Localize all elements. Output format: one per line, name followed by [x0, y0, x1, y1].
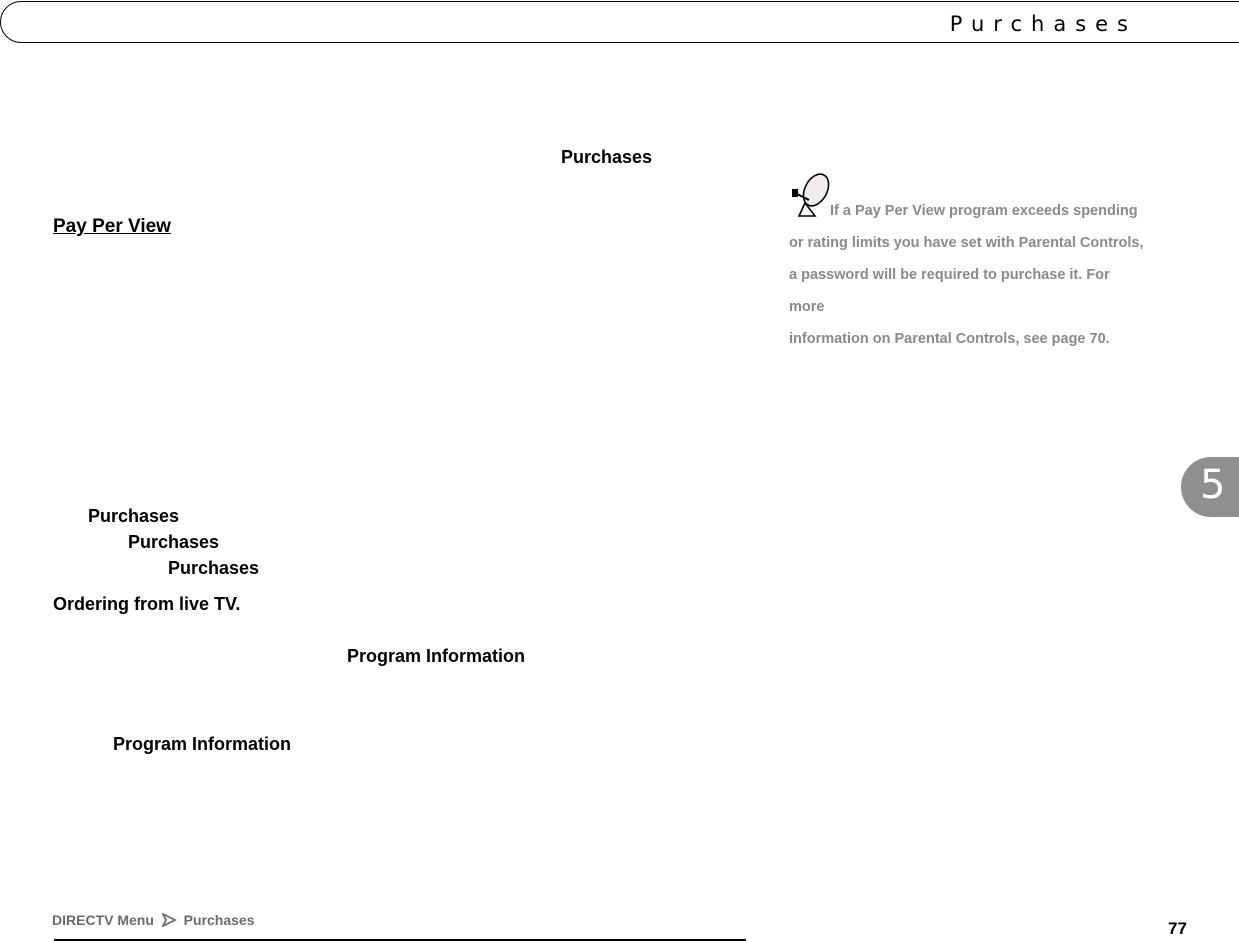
- page-header-title: Purchases: [949, 12, 1137, 36]
- ordering-live-tv-heading: Ordering from live TV.: [53, 594, 241, 614]
- breadcrumb: [52, 912, 255, 928]
- page-number: 77: [1168, 919, 1187, 938]
- program-information-label: Program Information: [347, 646, 526, 666]
- program-information-label: Program Information: [113, 734, 292, 754]
- purchases-label: Purchases: [88, 506, 180, 526]
- note-line: a password will be required to purchase it. For more: [789, 267, 1110, 315]
- parental-controls-note: [789, 195, 1149, 355]
- arrow-right-icon: [161, 913, 177, 927]
- chapter-number: 5: [1200, 462, 1226, 508]
- purchases-label: Purchases: [128, 532, 220, 552]
- breadcrumb-root: DIRECTV Menu: [52, 912, 154, 928]
- note-line: information on Parental Controls, see page 70.: [789, 331, 1110, 347]
- purchases-label: Purchases: [561, 147, 653, 167]
- note-line: or rating limits you have set with Parental Controls,: [789, 235, 1144, 251]
- pay-per-view-heading: Pay Per View: [53, 216, 171, 237]
- purchases-label: Purchases: [168, 558, 260, 578]
- breadcrumb-current: Purchases: [183, 912, 255, 928]
- note-line: If a Pay Per View program exceeds spending: [830, 203, 1138, 219]
